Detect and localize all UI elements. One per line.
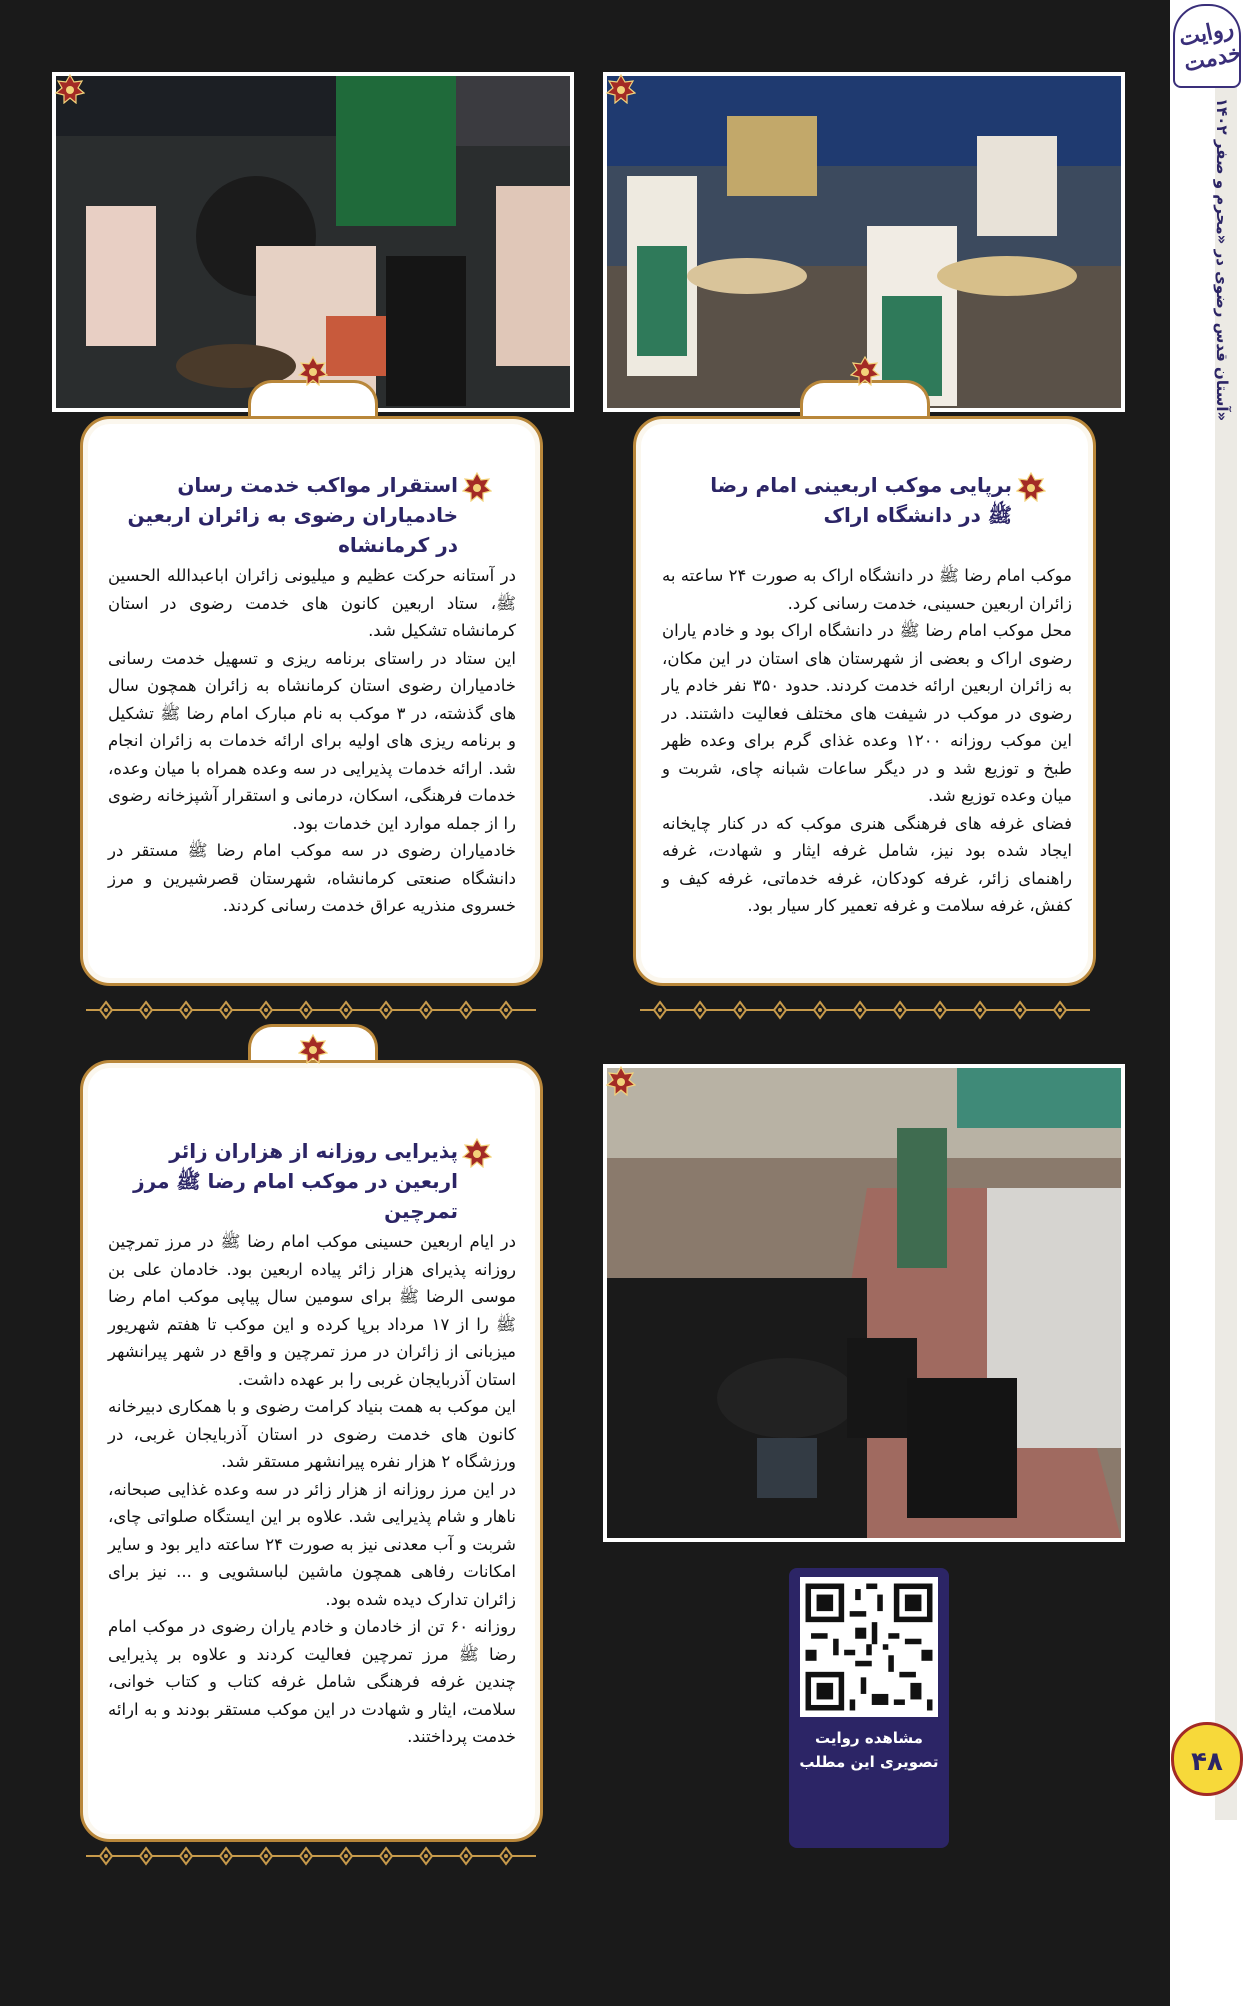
arak-title: برپایی موکب اربعینی امام رضا ﷺ در دانشگاه اراک [710,473,1012,527]
arak-body: موکب امام رضا ﷺ در دانشگاه اراک به صورت ۲۴ ساعته به زائران اربعین حسینی، خدمت رسانی کرد. محل موکب امام رضا ﷺ در دانشگاه اراک بود و خادم یاران رضوی اراک و بعضی از شهرستان های استان در این مکان، به زائران اربعین ارائه خدمت کردند. حدود ۳۵۰ نفر خادم یار رضوی در موکب در شیفت های مختلف فعالیت داشتند. در این موکب روزانه ۱۲۰۰ وعده غذای گرم برای وعده ظهر طبخ و توزیع شد و در دیگر ساعات شبانه چای، شربت و میان وعده توزیع شد. فضای غرفه های فرهنگی هنری موکب که در کنار چایخانه ایجاد شده بود نیز، شامل غرفه ایثار و شهادت، غرفه راهنمای زائر، غرفه کودکان، غرفه خدماتی، غرفه کیف و کفش، غرفه سلامت و غرفه تعمیر کار سیار بود. [662,566,1073,915]
vertical-caption: آستان قدس رضوی در «محرم و صفر ۱۴۰۲» [1213,98,1231,422]
tamarchin-body: در ایام اربعین حسینی موکب امام رضا ﷺ در مرز تمرچین روزانه پذیرای هزار زائر پیاده اربعین بود. خادمان علی بن موسی الرضا ﷺ برای سومین سال پیاپی موکب امام رضا ﷺ را از ۱۷ مرداد برپا کرده و این موکب تا هفتم شهریور میزبانی از زائران در مرز تمرچین و واقع در شهر پیرانشهر استان آذربایجان غربی را بر عهده داشت. این موکب به همت بنیاد کرامت رضوی و با همکاری دبیرخانه کانون های خدمت رضوی در استان آذربایجان غربی، در ورزشگاه ۲ هزار نفره پیرانشهر مستقر شد. در این مرز روزانه از هزار زائر در سه وعده غذایی صبحانه، ناهار و شام پذیرایی شد. علاوه بر این ایستگاه صلواتی چای، شربت و آب معدنی نیز به صورت ۲۴ ساعته دایر بود و سایر امکانات رفاهی همچون ماشین لباسشویی و ... نیز برای زائران تدارک دیده شده بود. روزانه ۶۰ تن از خادمان و خادم یاران رضوی در موکب امام رضا ﷺ مرز تمرچین فعالیت کردند و علاوه بر پذیرایی چندین غرفه فرهنگی شامل غرفه کتاب و کتاب خوانی، سلامت، ایثار و شهادت در این موکب مستقر بودند و به ارائه خدمت پرداختند. [108,1232,517,1746]
flower-arak-top-icon [850,356,880,386]
flower-arak-photo-icon [606,74,636,104]
photo-tamarchin-pilgrims [603,1064,1125,1542]
kermanshah-title: استقرار مواکب خدمت رسان خادمیاران رضوی به زائران اربعین در کرمانشاه [127,473,458,557]
tamarchin-title: پذیرایی روزانه از هزاران زائر اربعین در موکب امام رضا ﷺ مرز تمرچین [133,1139,458,1223]
qr-code[interactable] [800,1577,938,1717]
photo-tamarchin-art [607,1068,1121,1538]
flower-tamarchin-top-icon [298,1034,328,1064]
flower-kermanshah-title-icon [462,472,492,502]
flower-arak-title-icon [1016,472,1046,502]
flower-kermanshah-top-icon [298,356,328,386]
flower-tamarchin-photo-icon [606,1066,636,1096]
logo-text: روایت خدمت [1176,14,1245,78]
flower-kermanshah-photo-icon [55,74,85,104]
card-arak-tab [800,380,930,420]
qr-label: مشاهده روایت تصویری این مطلب [799,1729,939,1771]
card-kermanshah-tab [248,380,378,420]
ornament-kermanshah [86,1000,536,1020]
ornament-tamarchin [86,1846,536,1866]
qr-block[interactable] [789,1568,949,1848]
flower-tamarchin-title-icon [462,1138,492,1168]
page-number: ۴۸ [1171,1722,1243,1796]
kermanshah-body: در آستانه حرکت عظیم و میلیونی زائران اباعبدالله الحسین ﷺ، ستاد اربعین کانون های خدمت رضوی در استان کرمانشاه تشکیل شد. این ستاد در راستای برنامه ریزی و تسهیل خدمت رسانی خادمیاران رضوی استان کرمانشاه به زائران همچون سال های گذشته، در ۳ موکب به نام مبارک امام رضا ﷺ تشکیل و برنامه ریزی های اولیه برای ارائه خدمات به زائران انجام شد. ارائه خدمات پذیرایی در سه وعده همراه با میان وعده، خدمات فرهنگی، اسکان، درمانی و استقرار آشپزخانه رضوی را از جمله موارد این خدمات بود. خادمیاران رضوی در سه موکب امام رضا ﷺ مستقر در دانشگاه صنعتی کرمانشاه، شهرستان قصرشیرین و مرز خسروی منذریه عراق خدمت رسانی کردند. [108,566,516,915]
ornament-arak [640,1000,1090,1020]
